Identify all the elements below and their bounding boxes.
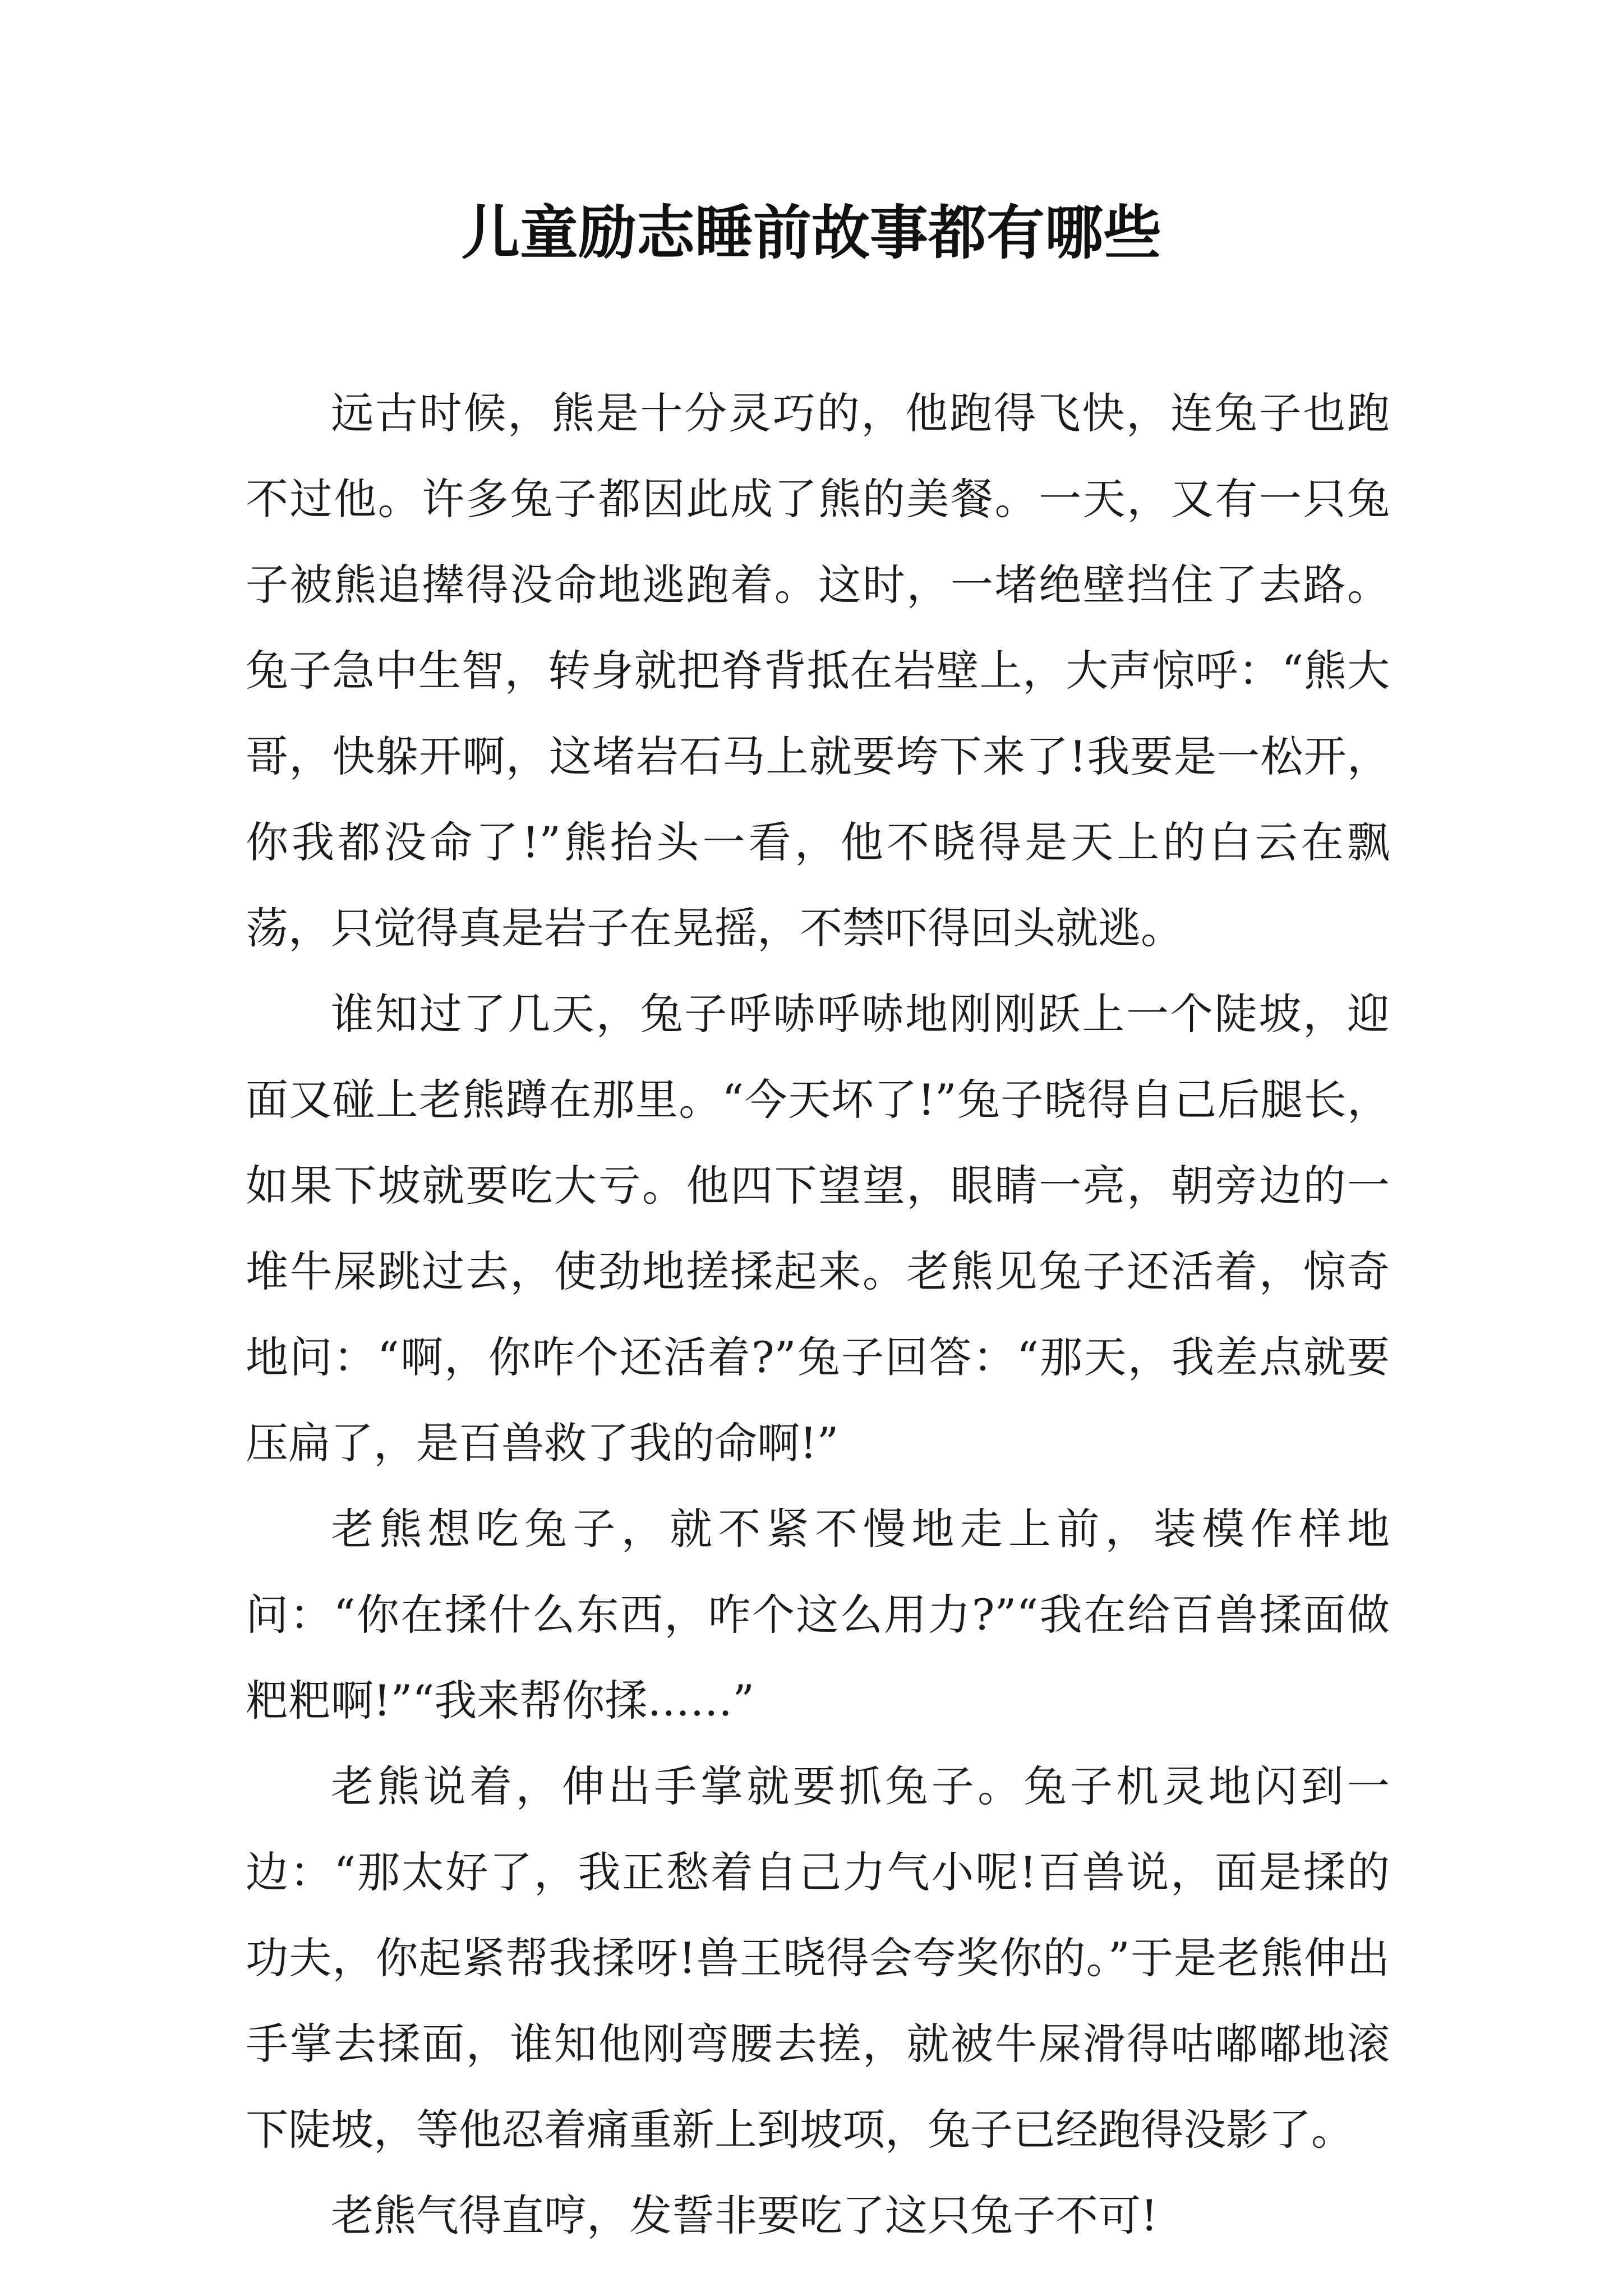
document-body: [246, 370, 1390, 2258]
paragraph-5: 老熊气得直哼，发誓非要吃了这只兔子不可!: [331, 2191, 1158, 2240]
paragraph-2: 谁知过了几天，兔子呼哧呼哧地刚刚跃上一个陡坡，迎面又碰上老熊蹲在那里。“今天坏了!”兔子晓得自己后腿长，如果下坡就要吃大亏。他四下望望，眼睛一亮，朝旁边的一堆牛屎跳过去，使劲地搓揉起来。老熊见兔子还活着，惊奇地问：“啊，你咋个还活着?”兔子回答：“那天，我差点就要压扁了，是百兽救了我的命啊!”: [246, 989, 1390, 1468]
document-title: 儿童励志睡前故事都有哪些: [461, 199, 1161, 267]
paragraph-4: 老熊说着，伸出手掌就要抓兔子。兔子机灵地闪到一边：“那太好了，我正愁着自己力气小呢!百兽说，面是揉的功夫，你起紧帮我揉呀!兽王晓得会夸奖你的。”于是老熊伸出手掌去揉面，谁知他刚弯腰去搓，就被牛屎滑得咕嘟嘟地滚下陡坡，等他忍着痛重新上到坡项，兔子已经跑得没影了。: [246, 1761, 1390, 2155]
paragraph-3: 老熊想吃兔子，就不紧不慢地走上前，装模作样地问：“你在揉什么东西，咋个这么用力?”“我在给百兽揉面做粑粑啊!”“我来帮你揉……”: [246, 1504, 1390, 1726]
paragraph-1: 远古时候，熊是十分灵巧的，他跑得飞快，连兔子也跑不过他。许多兔子都因此成了熊的美餐。一天，又有一只兔子被熊追撵得没命地逃跑着。这时，一堵绝壁挡住了去路。兔子急中生智，转身就把脊背抵在岩壁上，大声惊呼：“熊大哥，快躲开啊，这堵岩石马上就要垮下来了!我要是一松开，你我都没命了!”熊抬头一看，他不晓得是天上的白云在飘荡，只觉得真是岩子在晃摇，不禁吓得回头就逃。: [246, 388, 1390, 953]
